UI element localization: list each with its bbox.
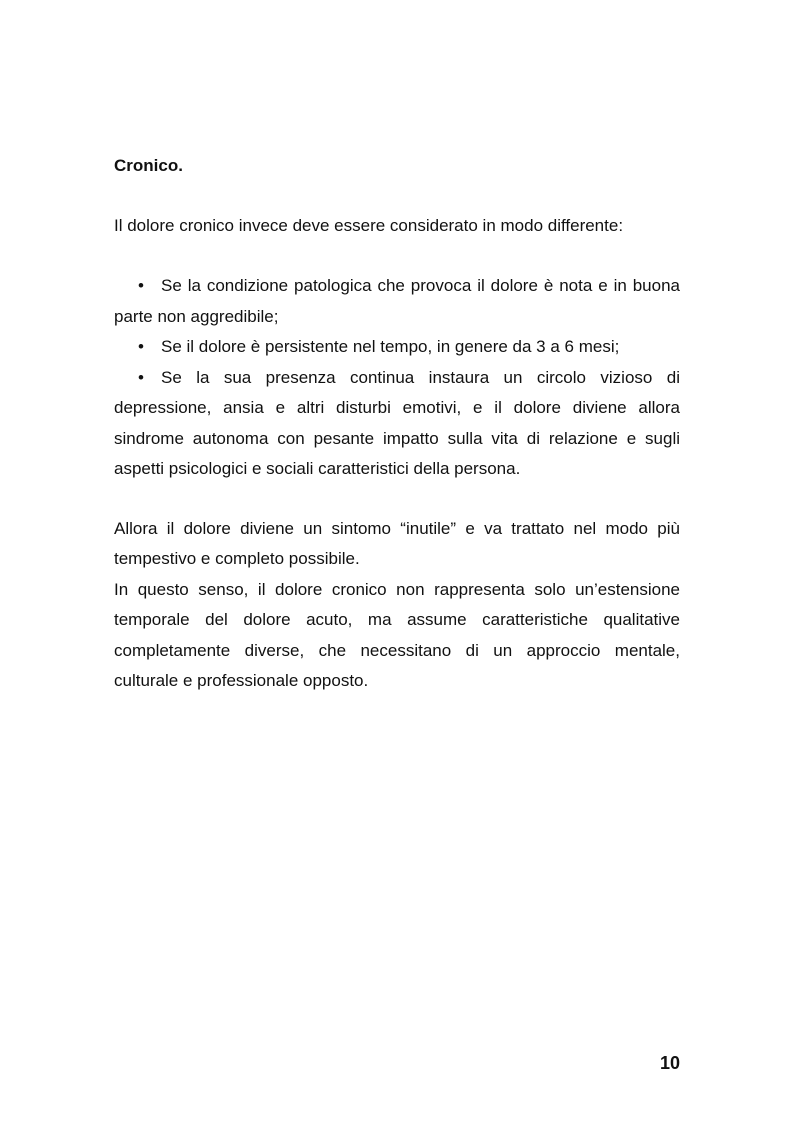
section-heading: Cronico. bbox=[114, 156, 183, 175]
page-content bbox=[114, 151, 680, 697]
bullet-list bbox=[114, 271, 680, 485]
intro-paragraph: Il dolore cronico invece deve essere considerato in modo differente: bbox=[114, 215, 624, 235]
bullet-icon: • bbox=[138, 276, 144, 295]
body-paragraph: Allora il dolore diviene un sintomo “inutile” e va trattato nel modo più tempestivo e completo possibile. bbox=[114, 518, 680, 568]
bullet-icon: • bbox=[138, 337, 144, 356]
list-item-text: Se la condizione patologica che provoca il dolore è nota e in buona parte non aggredibile; bbox=[114, 276, 680, 326]
list-item-text: Se la sua presenza continua instaura un circolo vizioso di depressione, ansia e altri disturbi emotivi, e il dolore diviene allora sindrome autonoma con pesante impatto sulla vita di relazione e sugli aspetti psicologici e sociali caratteristici della persona. bbox=[114, 367, 680, 478]
list-item bbox=[114, 271, 680, 332]
body-paragraph: In questo senso, il dolore cronico non rappresenta solo un’estensione temporale del dolore acuto, ma assume caratteristiche qualitative completamente diverse, che necessitano di un approccio mentale, culturale e professionale opposto. bbox=[114, 579, 680, 690]
bullet-icon: • bbox=[138, 367, 144, 387]
list-item-text: Se il dolore è persistente nel tempo, in genere da 3 a 6 mesi; bbox=[161, 337, 620, 356]
list-item bbox=[114, 332, 680, 363]
list-item bbox=[114, 363, 680, 485]
page-number: 10 bbox=[659, 1053, 680, 1073]
